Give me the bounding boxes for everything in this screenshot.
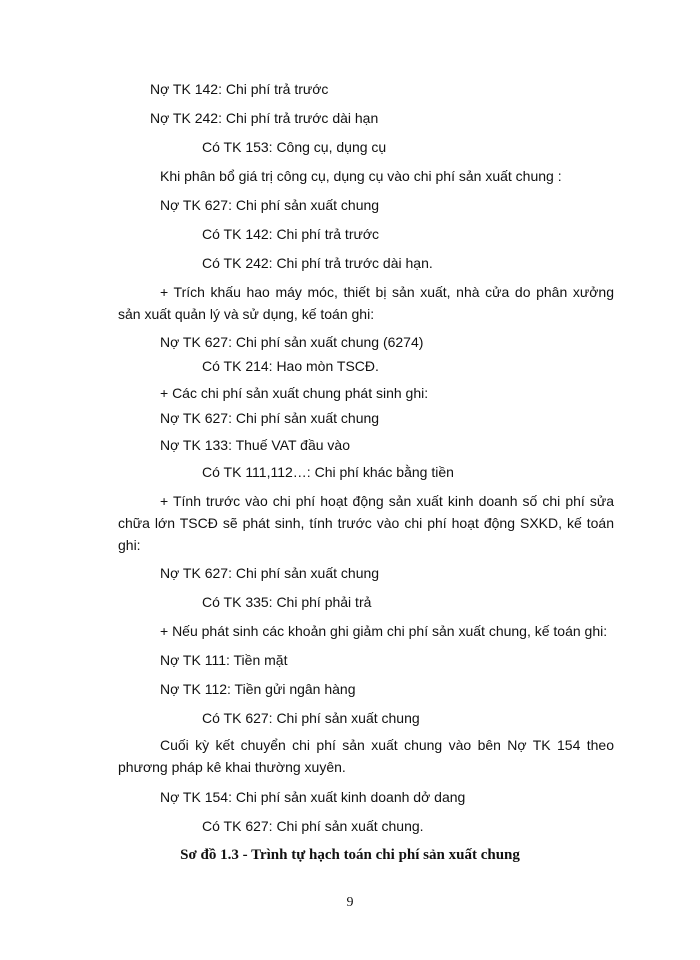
journal-line: Có TK 142: Chi phí trả trước bbox=[202, 226, 380, 242]
journal-line: Có TK 111,112…: Chi phí khác bằng tiền bbox=[202, 464, 454, 480]
journal-line: Nợ TK 627: Chi phí sản xuất chung bbox=[160, 197, 380, 213]
page-number: 9 bbox=[346, 895, 354, 910]
journal-line: Nợ TK 133: Thuế VAT đầu vào bbox=[160, 437, 350, 453]
paragraph: + Tính trước vào chi phí hoạt động sản xuất kinh doanh số chi phí sửa chữa lớn TSCĐ sẽ phát sinh, tính trước vào chi phí hoạt động SXKD, kế toán ghi: bbox=[118, 493, 614, 553]
journal-line: Nợ TK 242: Chi phí trả trước dài hạn bbox=[150, 110, 379, 126]
paragraph: + Trích khấu hao máy móc, thiết bị sản xuất, nhà cửa do phân xưởng sản xuất quản lý và sử dụng, kế toán ghi: bbox=[118, 284, 614, 322]
journal-line: Có TK 242: Chi phí trả trước dài hạn. bbox=[202, 255, 433, 271]
journal-line: Nợ TK 627: Chi phí sản xuất chung bbox=[160, 565, 380, 581]
text-line: + Các chi phí sản xuất chung phát sinh ghi: bbox=[160, 385, 429, 401]
journal-line: Có TK 627: Chi phí sản xuất chung. bbox=[202, 818, 424, 834]
paragraph: Cuối kỳ kết chuyển chi phí sản xuất chung vào bên Nợ TK 154 theo phương pháp kê khai thường xuyên. bbox=[118, 737, 614, 775]
journal-line: Có TK 214: Hao mòn TSCĐ. bbox=[202, 358, 379, 374]
text-line: Khi phân bổ giá trị công cụ, dụng cụ vào chi phí sản xuất chung : bbox=[160, 168, 562, 184]
journal-line: Nợ TK 627: Chi phí sản xuất chung (6274) bbox=[160, 334, 424, 350]
journal-line: Có TK 153: Công cụ, dụng cụ bbox=[202, 139, 387, 155]
journal-line: Nợ TK 154: Chi phí sản xuất kinh doanh dở dang bbox=[160, 789, 466, 805]
journal-line: Nợ TK 627: Chi phí sản xuất chung bbox=[160, 410, 380, 426]
journal-line: Nợ TK 111: Tiền mặt bbox=[160, 652, 288, 668]
journal-line: Nợ TK 112: Tiền gửi ngân hàng bbox=[160, 681, 356, 697]
text-line: + Nếu phát sinh các khoản ghi giảm chi phí sản xuất chung, kế toán ghi: bbox=[160, 623, 608, 639]
journal-line: Có TK 335: Chi phí phải trả bbox=[202, 594, 372, 610]
figure-caption: Sơ đồ 1.3 - Trình tự hạch toán chi phí sản xuất chung bbox=[180, 847, 520, 863]
journal-line: Có TK 627: Chi phí sản xuất chung bbox=[202, 710, 420, 726]
journal-line: Nợ TK 142: Chi phí trả trước bbox=[150, 81, 329, 97]
